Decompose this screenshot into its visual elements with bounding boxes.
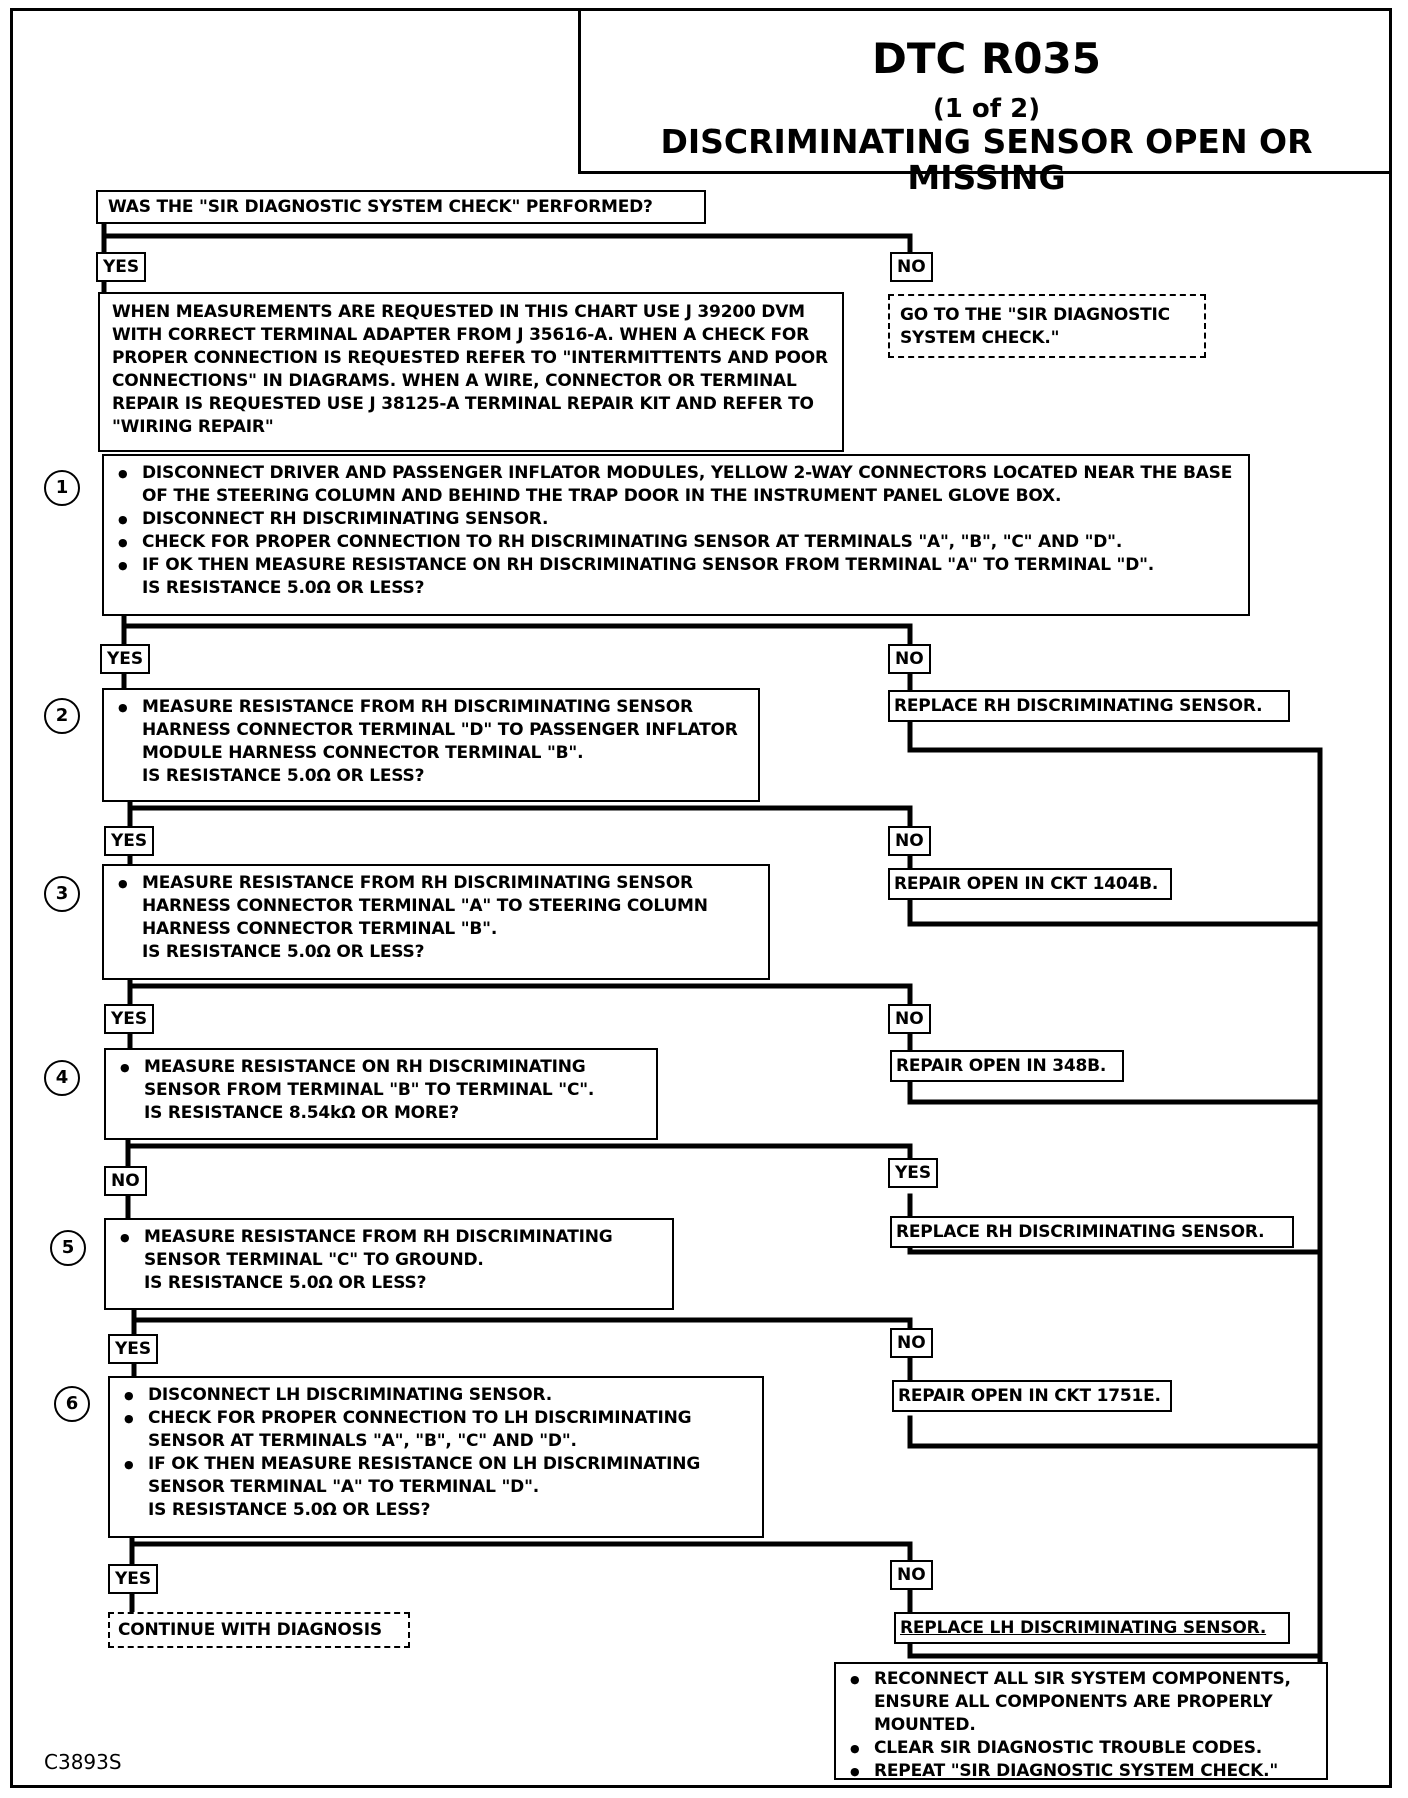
step-4-left-label: NO xyxy=(104,1166,147,1196)
step-2-question: IS RESISTANCE 5.0Ω OR LESS? xyxy=(142,766,425,786)
step-1-bullet: ● IF OK THEN MEASURE RESISTANCE ON RH DISCRIMINATING SENSOR FROM TERMINAL "A" TO TERMINAL "D". xyxy=(110,554,1242,577)
flow-line-step-1 xyxy=(124,612,910,648)
go-to-check-box: GO TO THE "SIR DIAGNOSTIC SYSTEM CHECK." xyxy=(888,294,1206,358)
step-3-left-label: YES xyxy=(104,1004,154,1034)
step-1-bullet: ● DISCONNECT RH DISCRIMINATING SENSOR. xyxy=(110,508,1242,531)
final-steps-box xyxy=(834,1662,1328,1780)
flow-line-step-3 xyxy=(130,978,910,1006)
step-5-question: IS RESISTANCE 5.0Ω OR LESS? xyxy=(144,1273,427,1293)
flow-line-start xyxy=(104,222,910,254)
step-1-question: IS RESISTANCE 5.0Ω OR LESS? xyxy=(142,578,425,598)
flow-line-step-2 xyxy=(130,800,910,828)
final-bullet: ● RECONNECT ALL SIR SYSTEM COMPONENTS, ENSURE ALL COMPONENTS ARE PROPERLY MOUNTED. xyxy=(842,1668,1320,1737)
step-3-right-label: NO xyxy=(888,1004,931,1034)
step-1-right-label: NO xyxy=(888,644,931,674)
step-6-left-label: YES xyxy=(108,1564,158,1594)
final-bullet: ● CLEAR SIR DIAGNOSTIC TROUBLE CODES. xyxy=(842,1737,1320,1760)
page-indicator: (1 of 2) xyxy=(932,94,1041,124)
step-1-box xyxy=(102,454,1250,616)
step-6-box xyxy=(108,1376,764,1538)
step-6-bullet: ● CHECK FOR PROPER CONNECTION TO LH DISCRIMINATING SENSOR AT TERMINALS "A", "B", "C" AND "D". xyxy=(116,1407,756,1453)
step-4-box xyxy=(104,1048,658,1140)
step-number-1: 1 xyxy=(44,470,80,506)
step-3-result: REPAIR OPEN IN 348B. xyxy=(890,1050,1124,1082)
step-6-bullet: ● IF OK THEN MEASURE RESISTANCE ON LH DISCRIMINATING SENSOR TERMINAL "A" TO TERMINAL "D". xyxy=(116,1453,756,1499)
step-4-question: IS RESISTANCE 8.54kΩ OR MORE? xyxy=(144,1103,459,1123)
dtc-code: DTC R035 xyxy=(872,34,1101,83)
step-number-5: 5 xyxy=(50,1230,86,1266)
step-6-question: IS RESISTANCE 5.0Ω OR LESS? xyxy=(148,1500,431,1520)
step-1-bullet: ● DISCONNECT DRIVER AND PASSENGER INFLATOR MODULES, YELLOW 2-WAY CONNECTORS LOCATED NEAR THE BASE OF THE STEERING COLUMN AND BEHIND THE TRAP DOOR IN THE INSTRUMENT PANEL GLOVE BOX. xyxy=(110,462,1242,508)
step-number-3: 3 xyxy=(44,876,80,912)
step-6-right-label: NO xyxy=(890,1560,933,1590)
step-5-right-label: NO xyxy=(890,1328,933,1358)
step-number-4: 4 xyxy=(44,1060,80,1096)
step-5-box xyxy=(104,1218,674,1310)
step-3-bullet: ● MEASURE RESISTANCE FROM RH DISCRIMINATING SENSOR HARNESS CONNECTOR TERMINAL "A" TO STEERING COLUMN HARNESS CONNECTOR TERMINAL "B". xyxy=(110,872,762,941)
instructions-box: WHEN MEASUREMENTS ARE REQUESTED IN THIS CHART USE J 39200 DVM WITH CORRECT TERMINAL ADAPTER FROM J 35616-A. WHEN A CHECK FOR PROPER CONNECTION IS REQUESTED REFER TO "INTERMITTENTS AND POOR CONNECTIONS" IN DIAGRAMS. WHEN A WIRE, CONNECTOR OR TERMINAL REPAIR IS REQUESTED USE J 38125-A TERMINAL REPAIR KIT AND REFER TO "WIRING REPAIR" xyxy=(98,292,844,452)
step-4-bullet: ● MEASURE RESISTANCE ON RH DISCRIMINATING SENSOR FROM TERMINAL "B" TO TERMINAL "C". xyxy=(112,1056,650,1102)
continue-box: CONTINUE WITH DIAGNOSIS xyxy=(108,1612,410,1648)
step-2-box xyxy=(102,688,760,802)
label-yes-start: YES xyxy=(96,252,146,282)
step-3-box xyxy=(102,864,770,980)
step-5-bullet: ● MEASURE RESISTANCE FROM RH DISCRIMINATING SENSOR TERMINAL "C" TO GROUND. xyxy=(112,1226,666,1272)
final-bullet: ● REPEAT "SIR DIAGNOSTIC SYSTEM CHECK." xyxy=(842,1760,1320,1783)
step-5-result: REPAIR OPEN IN CKT 1751E. xyxy=(892,1380,1172,1412)
step-1-left-label: YES xyxy=(100,644,150,674)
step-2-result: REPAIR OPEN IN CKT 1404B. xyxy=(888,868,1172,900)
label-no-start: NO xyxy=(890,252,933,282)
step-6-result: REPLACE LH DISCRIMINATING SENSOR. xyxy=(894,1612,1290,1644)
step-2-bullet: ● MEASURE RESISTANCE FROM RH DISCRIMINATING SENSOR HARNESS CONNECTOR TERMINAL "D" TO PASSENGER INFLATOR MODULE HARNESS CONNECTOR TERMINAL "B". xyxy=(110,696,752,765)
step-2-left-label: YES xyxy=(104,826,154,856)
step-5-left-label: YES xyxy=(108,1334,158,1364)
step-number-2: 2 xyxy=(44,698,80,734)
step-number-6: 6 xyxy=(54,1386,90,1422)
step-6-bullet: ● DISCONNECT LH DISCRIMINATING SENSOR. xyxy=(116,1384,756,1407)
page-title: DISCRIMINATING SENSOR OPEN OR MISSING xyxy=(660,122,1313,197)
step-1-result: REPLACE RH DISCRIMINATING SENSOR. xyxy=(888,690,1290,722)
step-4-right-label: YES xyxy=(888,1158,938,1188)
title-block xyxy=(578,8,1392,197)
step-2-right-label: NO xyxy=(888,826,931,856)
step-4-result: REPLACE RH DISCRIMINATING SENSOR. xyxy=(890,1216,1294,1248)
step-1-bullet: ● CHECK FOR PROPER CONNECTION TO RH DISCRIMINATING SENSOR AT TERMINALS "A", "B", "C" AND "D". xyxy=(110,531,1242,554)
step-3-question: IS RESISTANCE 5.0Ω OR LESS? xyxy=(142,942,425,962)
figure-code: C3893S xyxy=(44,1750,122,1774)
start-question: WAS THE "SIR DIAGNOSTIC SYSTEM CHECK" PERFORMED? xyxy=(96,190,706,224)
